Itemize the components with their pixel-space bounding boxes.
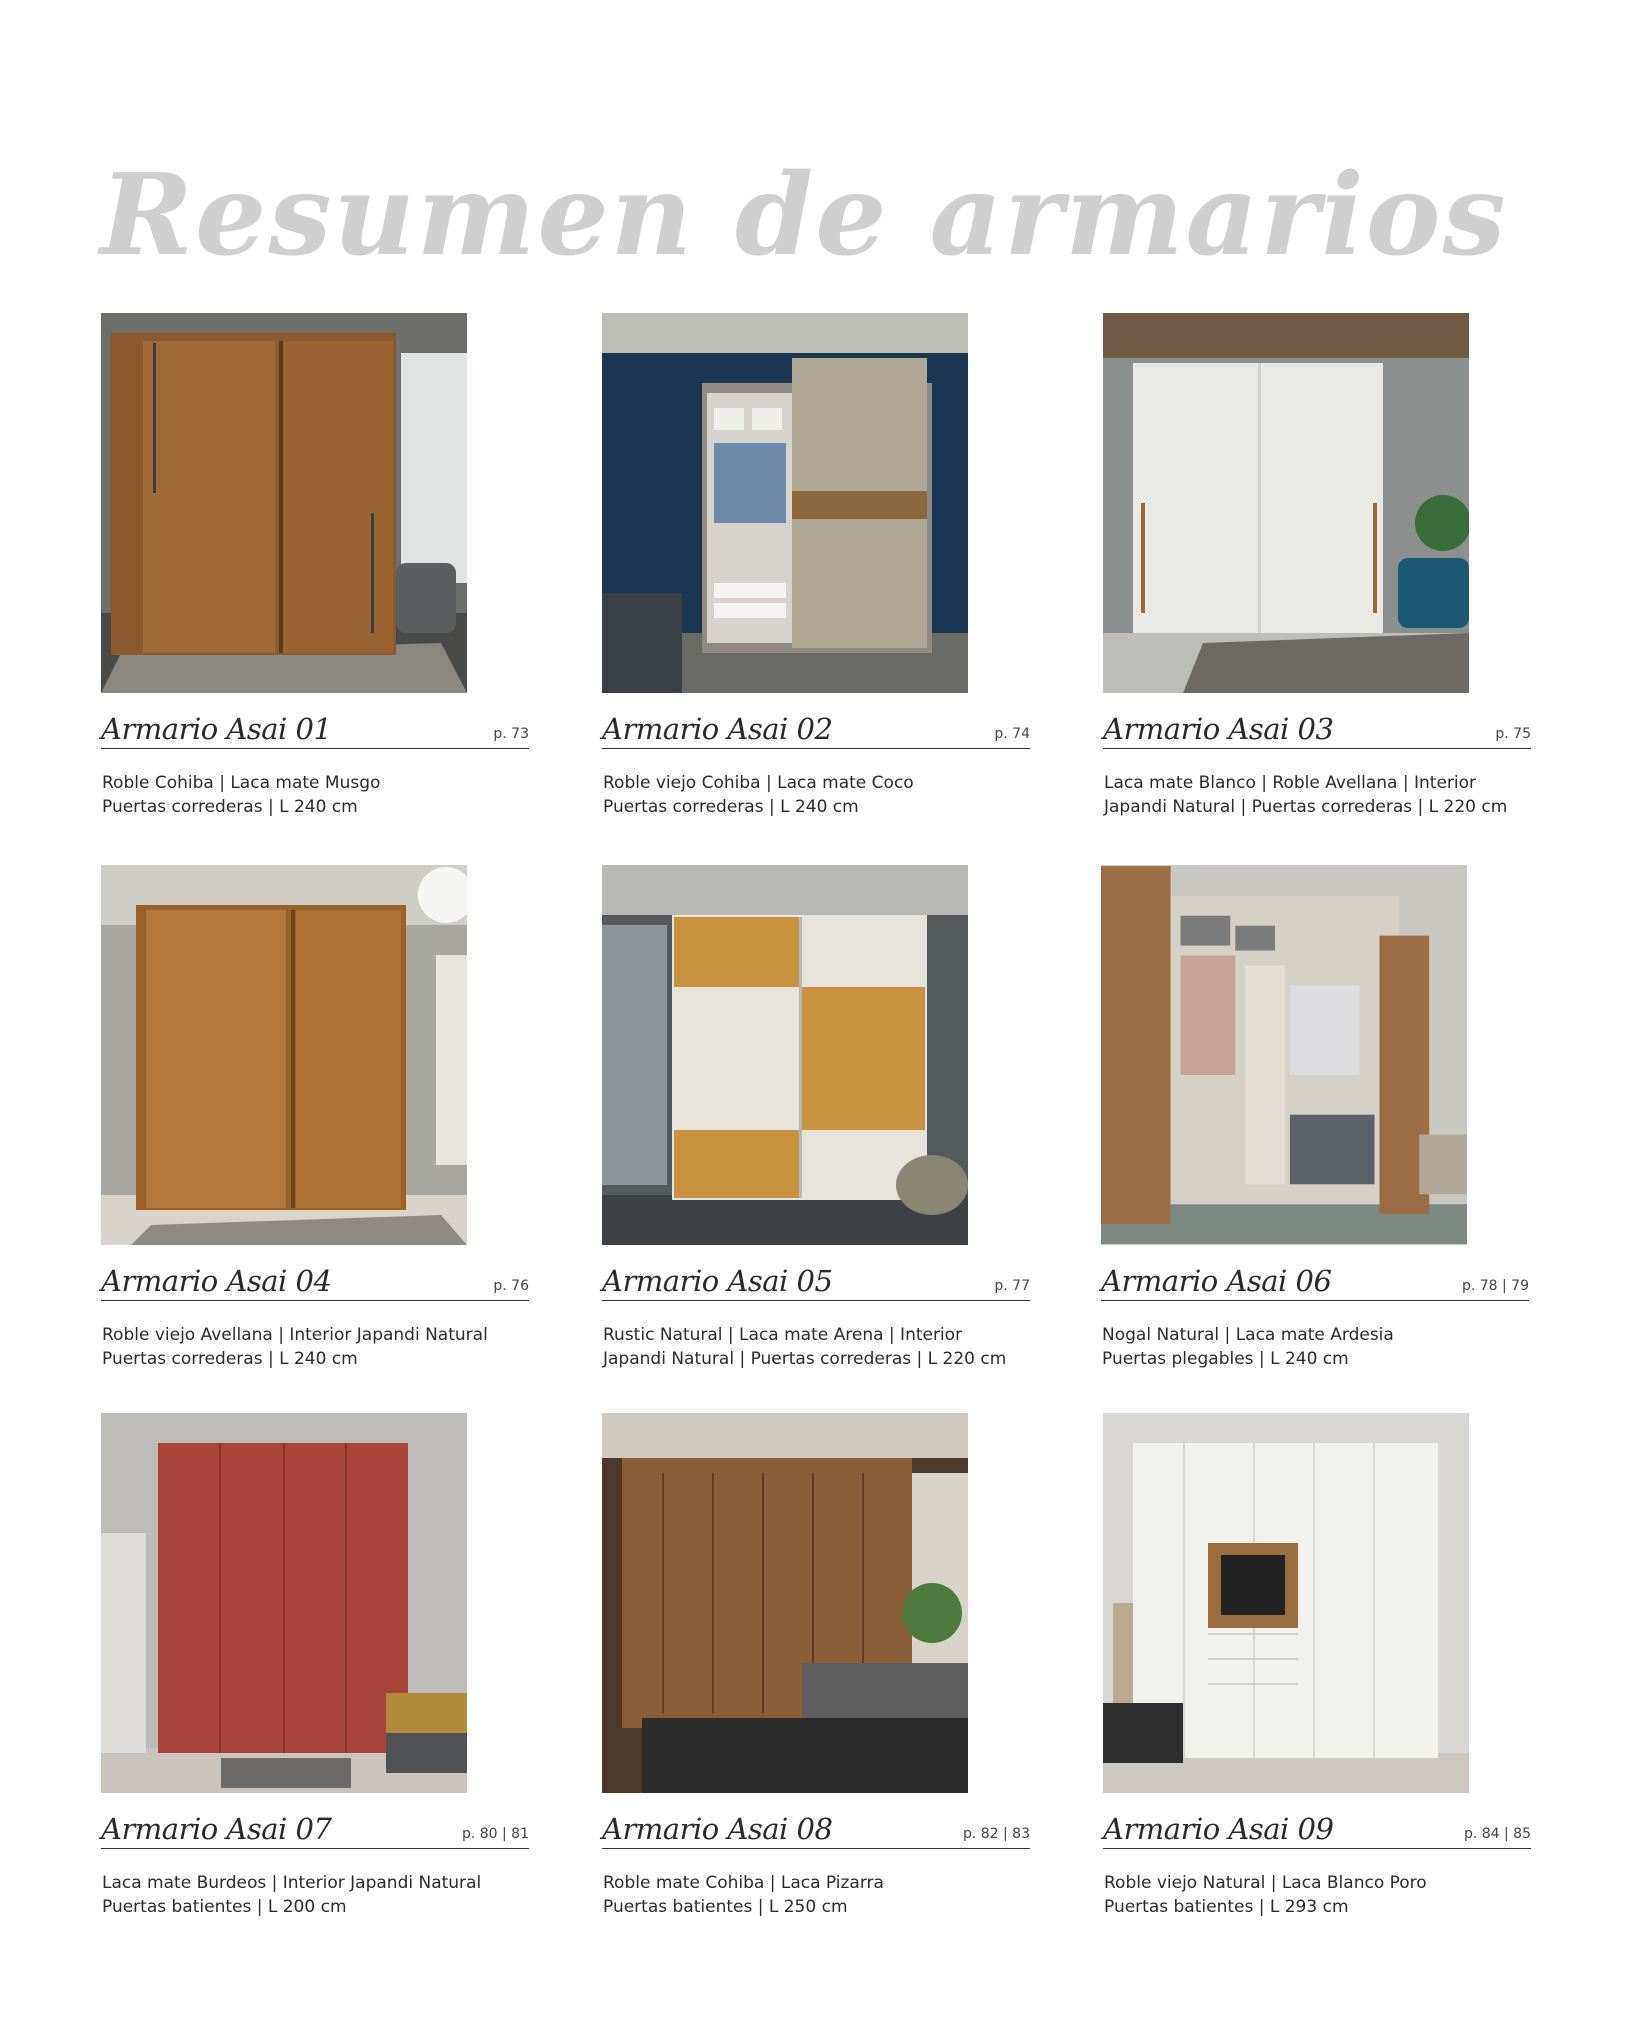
wardrobe-description [1104, 771, 1544, 819]
wardrobe-photo [1101, 865, 1467, 1245]
page-title: Resumen de armarios [100, 150, 1508, 281]
wardrobe-photo [602, 865, 968, 1245]
wardrobe-description [102, 771, 542, 819]
wardrobe-description [1104, 1871, 1544, 1919]
wardrobe-description [603, 1871, 1043, 1919]
wardrobe-name: Armario Asai 01 [101, 712, 332, 746]
wardrobe-description [603, 1323, 1043, 1371]
description-line-1: Roble Cohiba | Laca mate Musgo [102, 773, 381, 793]
page-reference: p. 73 [493, 726, 529, 742]
wardrobe-description [102, 1871, 542, 1919]
description-line-2: Puertas plegables | L 240 cm [1102, 1349, 1349, 1369]
card-title-row [602, 709, 1030, 749]
description-line-2: Puertas correderas | L 240 cm [603, 797, 859, 817]
page-reference: p. 74 [994, 726, 1030, 742]
card-title-row [101, 709, 529, 749]
description-line-1: Roble viejo Avellana | Interior Japandi Natural [102, 1325, 488, 1345]
wardrobe-name: Armario Asai 08 [602, 1812, 833, 1846]
description-line-2: Puertas correderas | L 240 cm [102, 797, 358, 817]
card-title-row [1101, 1261, 1529, 1301]
description-line-2: Japandi Natural | Puertas correderas | L 220 cm [1104, 797, 1508, 817]
page-reference: p. 75 [1495, 726, 1531, 742]
description-line-1: Rustic Natural | Laca mate Arena | Interior [603, 1325, 963, 1345]
description-line-2: Puertas batientes | L 200 cm [102, 1897, 347, 1917]
card-title-row [1103, 709, 1531, 749]
description-line-1: Laca mate Blanco | Roble Avellana | Interior [1104, 773, 1477, 793]
wardrobe-name: Armario Asai 02 [602, 712, 833, 746]
wardrobe-photo [1103, 313, 1469, 693]
description-line-1: Roble viejo Natural | Laca Blanco Poro [1104, 1873, 1427, 1893]
description-line-2: Puertas correderas | L 240 cm [102, 1349, 358, 1369]
wardrobe-name: Armario Asai 06 [1101, 1264, 1332, 1298]
wardrobe-description [102, 1323, 542, 1371]
wardrobe-photo [1103, 1413, 1469, 1793]
page-reference: p. 80 | 81 [461, 1826, 529, 1842]
card-title-row [602, 1261, 1030, 1301]
wardrobe-photo [602, 313, 968, 693]
description-line-2: Puertas batientes | L 250 cm [603, 1897, 848, 1917]
description-line-1: Roble viejo Cohiba | Laca mate Coco [603, 773, 914, 793]
wardrobe-photo [101, 313, 467, 693]
page-reference: p. 76 [493, 1278, 529, 1294]
page-reference: p. 84 | 85 [1463, 1826, 1531, 1842]
page-reference: p. 82 | 83 [962, 1826, 1030, 1842]
wardrobe-description [603, 771, 1043, 819]
wardrobe-photo [101, 1413, 467, 1793]
wardrobe-name: Armario Asai 03 [1103, 712, 1334, 746]
description-line-1: Roble mate Cohiba | Laca Pizarra [603, 1873, 884, 1893]
wardrobe-name: Armario Asai 09 [1103, 1812, 1334, 1846]
description-line-1: Laca mate Burdeos | Interior Japandi Natural [102, 1873, 482, 1893]
description-line-2: Puertas batientes | L 293 cm [1104, 1897, 1349, 1917]
description-line-2: Japandi Natural | Puertas correderas | L 220 cm [603, 1349, 1007, 1369]
wardrobe-name: Armario Asai 04 [101, 1264, 332, 1298]
card-title-row [101, 1261, 529, 1301]
wardrobe-photo [602, 1413, 968, 1793]
description-line-1: Nogal Natural | Laca mate Ardesia [1102, 1325, 1394, 1345]
card-title-row [602, 1809, 1030, 1849]
card-title-row [1103, 1809, 1531, 1849]
wardrobe-name: Armario Asai 05 [602, 1264, 833, 1298]
card-title-row [101, 1809, 529, 1849]
page-reference: p. 77 [994, 1278, 1030, 1294]
wardrobe-name: Armario Asai 07 [101, 1812, 332, 1846]
wardrobe-photo [101, 865, 467, 1245]
wardrobe-description [1102, 1323, 1542, 1371]
page-reference: p. 78 | 79 [1461, 1278, 1529, 1294]
